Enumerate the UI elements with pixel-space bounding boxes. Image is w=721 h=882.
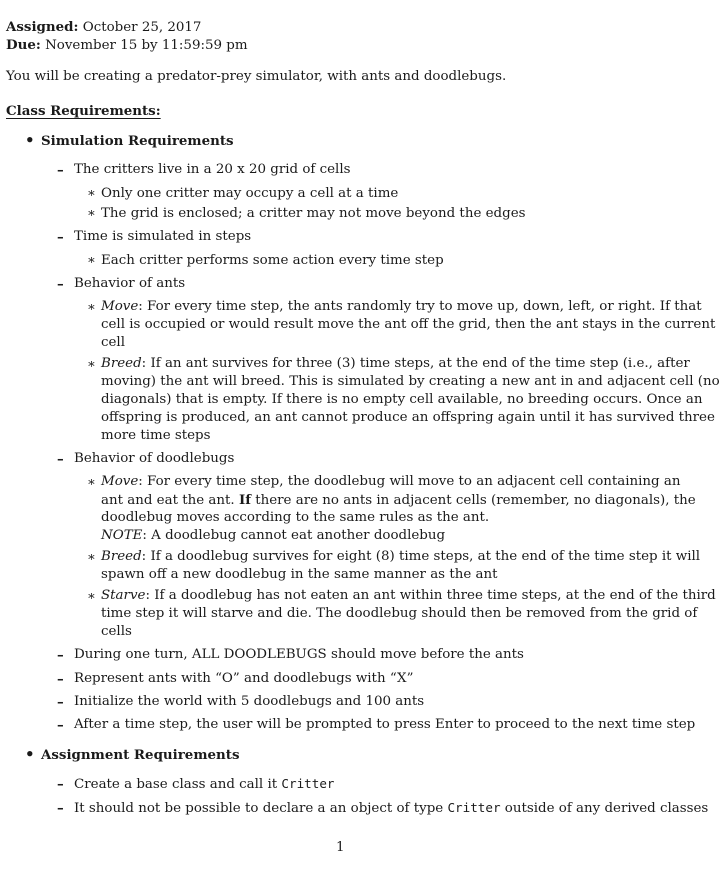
asterisk-icon: ∗ [87, 186, 96, 201]
list-item-base-class: Create a base class and call it Critter [74, 776, 335, 792]
asterisk-icon: ∗ [87, 475, 96, 490]
ant-breed-line-5: more time steps [101, 428, 211, 443]
list-item-critter-action: Each critter performs some action every time step [101, 253, 444, 268]
doodlebug-breed-line-1: Breed: If a doodlebug survives for eight (8) time steps, at the end of the time step it will [101, 549, 701, 564]
doodlebug-move-line-2: ant and eat the ant. If there are no ants in adjacent cells (remember, no diagonals), the [101, 492, 696, 508]
dash-icon: – [57, 229, 64, 245]
assigned-date: October 25, 2017 [78, 20, 202, 35]
ant-breed-line-2: moving) the ant will breed. This is simulated by creating a new ant in and adjacent cell (no [101, 374, 720, 389]
bullet-icon: • [25, 131, 35, 149]
asterisk-icon: ∗ [87, 300, 96, 315]
dash-icon: – [57, 671, 64, 687]
list-item-grid: The critters live in a 20 x 20 grid of cells [74, 162, 351, 177]
class-requirements-heading: Class Requirements: [6, 103, 161, 119]
list-item-abstract-class: It should not be possible to declare a an object of type Critter outside of any derived classes [74, 800, 709, 816]
due-line [6, 36, 248, 55]
dash-icon: – [57, 800, 64, 816]
ant-move-line-2: cell is occupied or would result move the ant off the grid, then the ant stays in the current [101, 317, 716, 332]
ant-move-line-3: cell [101, 335, 125, 350]
assigned-label: Assigned: [6, 19, 79, 35]
ant-breed-line-1: Breed: If an ant survives for three (3) time steps, at the end of the time step (i.e., after [101, 356, 690, 371]
doodlebug-breed-label: Breed [101, 549, 142, 564]
list-item-represent: Represent ants with “O” and doodlebugs with “X” [74, 671, 414, 686]
dash-icon: – [57, 647, 64, 663]
doodlebug-breed-line-2: spawn off a new doodlebug in the same manner as the ant [101, 567, 498, 582]
due-date: November 15 by 11:59:59 pm [40, 38, 248, 53]
list-item-behavior-doodlebugs: Behavior of doodlebugs [74, 451, 235, 466]
doodlebug-starve-line-3: cells [101, 624, 132, 639]
due-label: Due: [6, 37, 41, 53]
doodlebug-starve-label: Starve [101, 588, 146, 603]
code-critter: Critter [447, 800, 501, 815]
code-critter: Critter [281, 776, 335, 791]
doodlebug-move-line-1: Move: For every time step, the doodlebug will move to an adjacent cell containing an [101, 474, 681, 489]
dash-icon: – [57, 276, 64, 292]
dash-icon: – [57, 776, 64, 792]
ant-breed-line-3: diagonals) that is empty. If there is no empty cell available, no breeding occurs. Once an [101, 392, 703, 407]
dash-icon: – [57, 717, 64, 733]
ant-move-label: Move [101, 299, 139, 314]
doodlebug-starve-line-1: Starve: If a doodlebug has not eaten an ant within three time steps, at the end of the third [101, 588, 716, 603]
assignment-requirements-heading: Assignment Requirements [41, 747, 240, 763]
ant-breed-line-4: offspring is produced, an ant cannot produce an offspring again until it has survived three [101, 410, 715, 425]
list-item-grid-enclosed: The grid is enclosed; a critter may not move beyond the edges [101, 206, 526, 221]
if-emphasis: If [238, 492, 251, 508]
asterisk-icon: ∗ [87, 206, 96, 221]
dash-icon: – [57, 162, 64, 178]
dash-icon: – [57, 694, 64, 710]
intro-text: You will be creating a predator-prey simulator, with ants and doodlebugs. [6, 69, 507, 84]
list-item-after-step: After a time step, the user will be prompted to press Enter to proceed to the next time step [74, 717, 696, 732]
list-item-time-steps: Time is simulated in steps [74, 229, 252, 244]
doodlebug-move-label: Move [101, 474, 139, 489]
list-item-one-critter: Only one critter may occupy a cell at a time [101, 186, 399, 201]
dash-icon: – [57, 451, 64, 467]
ant-breed-label: Breed [101, 356, 142, 371]
list-item-initialize: Initialize the world with 5 doodlebugs and 100 ants [74, 694, 425, 709]
doodlebug-note-line: NOTE: A doodlebug cannot eat another doodlebug [101, 528, 446, 543]
list-item-turn-order: During one turn, ALL DOODLEBUGS should move before the ants [74, 647, 524, 662]
asterisk-icon: ∗ [87, 589, 96, 604]
doodlebug-move-line-3: doodlebug moves according to the same rules as the ant. [101, 510, 490, 525]
assigned-line [6, 18, 201, 37]
list-item-behavior-ants: Behavior of ants [74, 276, 186, 291]
asterisk-icon: ∗ [87, 357, 96, 372]
doodlebug-starve-line-2: time step it will starve and die. The doodlebug should then be removed from the grid of [101, 606, 698, 621]
simulation-requirements-heading: Simulation Requirements [41, 133, 234, 149]
page-number: 1 [336, 840, 345, 855]
bullet-icon: • [25, 745, 35, 763]
ant-move-line-1: Move: For every time step, the ants randomly try to move up, down, left, or right. If that [101, 299, 702, 314]
asterisk-icon: ∗ [87, 550, 96, 565]
asterisk-icon: ∗ [87, 253, 96, 268]
note-label: NOTE [101, 528, 143, 543]
